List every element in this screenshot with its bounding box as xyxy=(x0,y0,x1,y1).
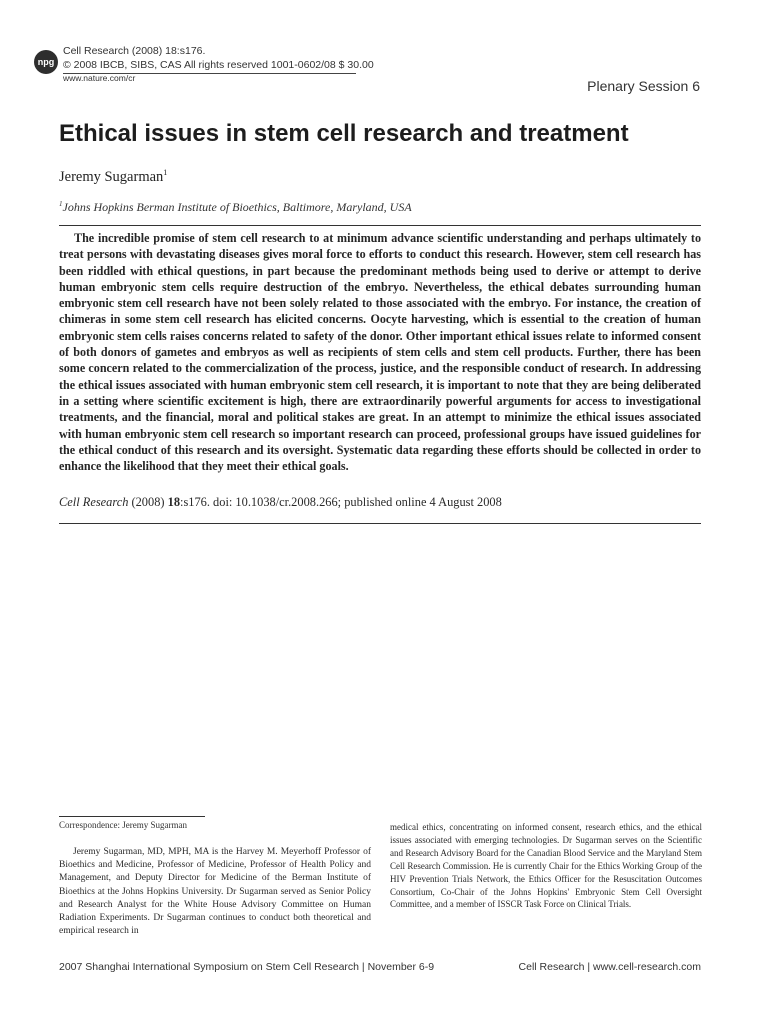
article-title: Ethical issues in stem cell research and treatment xyxy=(59,120,629,147)
footnote-rule xyxy=(59,816,205,817)
citation-journal: Cell Research xyxy=(59,495,129,509)
journal-info xyxy=(63,45,374,86)
session-label: Plenary Session 6 xyxy=(587,78,700,94)
affiliation-text: Johns Hopkins Berman Institute of Bioethics, Baltimore, Maryland, USA xyxy=(62,200,412,214)
abstract-bottom-rule xyxy=(59,523,701,524)
page-header xyxy=(34,45,734,95)
author-bio-left-column: Jeremy Sugarman, MD, MPH, MA is the Harvey M. Meyerhoff Professor of Bioethics and Medicine, Professor of Medicine, Professor of Health Policy and Management, and Deputy Director for Medicine of the Berman Institute of Bioethics at the Johns Hopkins University. Dr Sugarman served as Senior Policy and Research Analyst for the White House Advisory Committee on Human Radiation Experiments. Dr Sugarman continues to conduct both theoretical and empirical research in xyxy=(59,847,371,937)
header-divider xyxy=(63,73,356,74)
author-bio-right-column: medical ethics, concentrating on informed consent, research ethics, and the ethical issues associated with emerging technologies. Dr Sugarman serves on the Scientific and Research Advisory Board for the Canadian Blood Service and the Maryland Stem Cell Research Commission. He is currently Chair for the Ethics Working Group of the HIV Prevention Trials Network, the Ethics Officer for the Resuscitation Outcomes Consortium, Co-Chair of the Johns Hopkins' Embryonic Stem Cell Oversight Committee, and a member of ISSCR Task Force on Clinical Trials. xyxy=(390,822,702,910)
author-name: Jeremy Sugarman xyxy=(59,168,164,185)
footer-journal: Cell Research | www.cell-research.com xyxy=(518,961,701,973)
npg-logo-icon: npg xyxy=(34,50,58,74)
author-line xyxy=(59,168,167,186)
affiliation-marker: 1 xyxy=(59,200,63,208)
citation-doi: :s176. doi: 10.1038/cr.2008.266; published online 4 August 2008 xyxy=(180,495,502,509)
journal-url[interactable]: www.nature.com/cr xyxy=(63,73,136,83)
abstract-top-rule xyxy=(59,225,701,226)
footer-symposium: 2007 Shanghai International Symposium on Stem Cell Research | November 6-9 xyxy=(59,961,435,973)
citation-volume: 18 xyxy=(167,495,181,509)
affiliation-line xyxy=(59,200,412,215)
journal-line: Cell Research (2008) 18:s176. xyxy=(63,45,206,57)
citation-line xyxy=(59,495,502,510)
author-affiliation-marker: 1 xyxy=(163,168,168,177)
abstract-text: The incredible promise of stem cell research to at minimum advance scientific understanding and perhaps ultimately to treat persons with devastating diseases gives moral force to efforts to conduct this research. However, stem cell research has been riddled with ethical questions, in part because the predominant methods being used to derive or attempt to derive human embryonic stem cells require destruction of the embryo. Nevertheless, the ethical debates surrounding human embryonic stem cell research have not been solely related to those associated with the embryo. For instance, the creation of chimeras in some stem cell research has elicited concerns. Oocyte harvesting, which is essential to the creation of human embryonic stem cells raises concerns related to safety of the donor. Other important ethical issues relate to informed consent of both donors of gametes and embryos as well as recipients of stem cells and stem cell products. Further, there has been some concern related to the commercialization of the process, justice, and the responsible conduct of research. In addressing the ethical issues associated with human embryonic stem cell research, it is important to note that they are being deliberated in a setting where scientific excitement is high, there are extraordinarily powerful arguments for access to investigational treatments, and the financial, moral and political stakes are great. In an attempt to minimize the ethical issues associated with human embryonic stem cell research so important research can proceed, professional groups have issued guidelines for the ethical conduct of this research and its oversight. Systematic data regarding these efforts should be collected in order to enhance the likelihood that they meet their ethical goals. xyxy=(59,231,701,474)
citation-year: (2008) xyxy=(128,495,168,509)
correspondence-note: Correspondence: Jeremy Sugarman xyxy=(59,820,187,830)
copyright-line: © 2008 IBCB, SIBS, CAS All rights reserved 1001-0602/08 $ 30.00 xyxy=(63,58,374,71)
